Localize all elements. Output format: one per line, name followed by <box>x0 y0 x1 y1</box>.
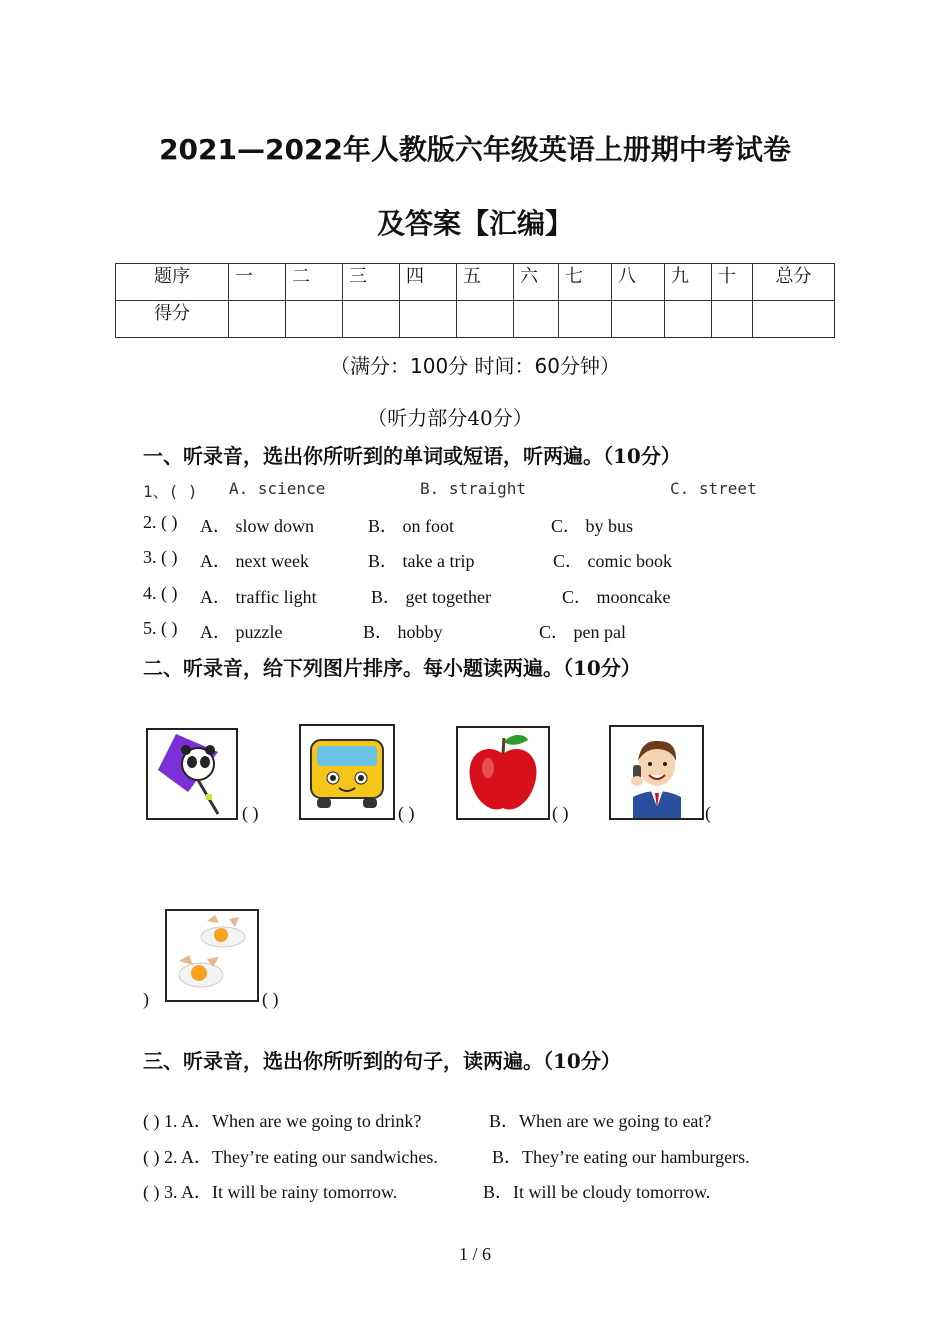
exam-info: （满分：100分 时间：60分钟） <box>330 354 620 378</box>
sentence-option-b: B．It will be cloudy tomorrow. <box>483 1182 711 1202</box>
option-a: A． slow down <box>200 516 315 536</box>
answer-blank[interactable]: ( ) <box>242 803 259 823</box>
score-table-score-row <box>116 301 835 338</box>
score-cell: 二 <box>286 264 343 301</box>
question-number: 3. ( ) <box>143 547 178 567</box>
page-title-line2: 及答案【汇编】 <box>376 207 573 240</box>
score-input-cell[interactable] <box>400 301 457 338</box>
score-cell: 三 <box>343 264 400 301</box>
question-number: 4. ( ) <box>143 583 178 603</box>
option-c: C． by bus <box>551 516 634 536</box>
sentence-option-a: ( ) 3. A．It will be rainy tomorrow. <box>143 1182 398 1202</box>
man-phone-icon <box>611 727 702 818</box>
question-number: 5. ( ) <box>143 618 178 638</box>
score-table <box>115 263 835 338</box>
answer-blank[interactable]: ( ) <box>552 803 569 823</box>
score-input-cell[interactable] <box>612 301 665 338</box>
page-number: 1 / 6 <box>458 1244 491 1264</box>
bus-picture <box>299 724 395 820</box>
man-on-phone-picture <box>609 725 704 820</box>
eggs-picture <box>165 909 259 1002</box>
option-c: C. street <box>670 479 757 498</box>
score-input-cell[interactable] <box>665 301 712 338</box>
score-input-cell[interactable] <box>343 301 400 338</box>
answer-blank[interactable]: ( ) <box>398 803 415 823</box>
apple-icon <box>458 728 548 818</box>
sentence-option-a: ( ) 1. A．When are we going to drink? <box>143 1111 422 1131</box>
score-table-header-row <box>116 264 835 301</box>
eggs-icon <box>167 911 257 1000</box>
score-input-cell[interactable] <box>229 301 286 338</box>
option-c: C． comic book <box>553 551 672 571</box>
question-number: 2. ( ) <box>143 512 178 532</box>
page-title-line1: 2021—2022年人教版六年级英语上册期中考试卷 <box>159 133 791 166</box>
option-b: B. straight <box>420 479 526 498</box>
score-cell: 一 <box>229 264 286 301</box>
bus-icon <box>301 726 393 818</box>
sentence-option-b: B．They’re eating our hamburgers. <box>492 1147 750 1167</box>
score-cell: 五 <box>457 264 514 301</box>
section1-heading: 一、听录音，选出你所听到的单词或短语，听两遍。（10分） <box>143 444 681 468</box>
score-cell: 七 <box>559 264 612 301</box>
option-a: A． next week <box>200 551 309 571</box>
apple-picture <box>456 726 550 820</box>
score-cell-total: 总分 <box>753 264 835 301</box>
option-c: C． mooncake <box>562 587 671 607</box>
sentence-option-a: ( ) 2. A．They’re eating our sandwiches. <box>143 1147 438 1167</box>
kite-icon <box>148 730 236 818</box>
option-b: B． hobby <box>363 622 443 642</box>
question-number: 1、( ) <box>143 482 198 501</box>
score-input-cell[interactable] <box>514 301 559 338</box>
section2-heading: 二、听录音，给下列图片排序。每小题读两遍。（10分） <box>143 656 641 680</box>
answer-paren-open: ( <box>705 803 711 823</box>
score-row-label: 得分 <box>116 301 229 338</box>
kite-picture <box>146 728 238 820</box>
listening-header: （听力部分40分） <box>367 406 533 430</box>
option-a: A． puzzle <box>200 622 283 642</box>
option-b: B． take a trip <box>368 551 475 571</box>
option-c: C． pen pal <box>539 622 626 642</box>
score-cell-label: 题序 <box>116 264 229 301</box>
score-input-cell[interactable] <box>753 301 835 338</box>
option-b: B． get together <box>371 587 491 607</box>
score-input-cell[interactable] <box>559 301 612 338</box>
score-cell: 六 <box>514 264 559 301</box>
score-cell: 九 <box>665 264 712 301</box>
answer-blank[interactable]: ( ) <box>262 989 279 1009</box>
option-b: B． on foot <box>368 516 455 536</box>
score-cell: 四 <box>400 264 457 301</box>
score-input-cell[interactable] <box>712 301 753 338</box>
score-input-cell[interactable] <box>286 301 343 338</box>
sentence-option-b: B．When are we going to eat? <box>489 1111 712 1131</box>
score-input-cell[interactable] <box>457 301 514 338</box>
section3-heading: 三、听录音，选出你所听到的句子，读两遍。（10分） <box>143 1049 621 1073</box>
score-cell: 八 <box>612 264 665 301</box>
answer-paren-close: ) <box>143 989 149 1009</box>
option-a: A． traffic light <box>200 587 317 607</box>
option-a: A. science <box>229 479 326 498</box>
score-cell: 十 <box>712 264 753 301</box>
